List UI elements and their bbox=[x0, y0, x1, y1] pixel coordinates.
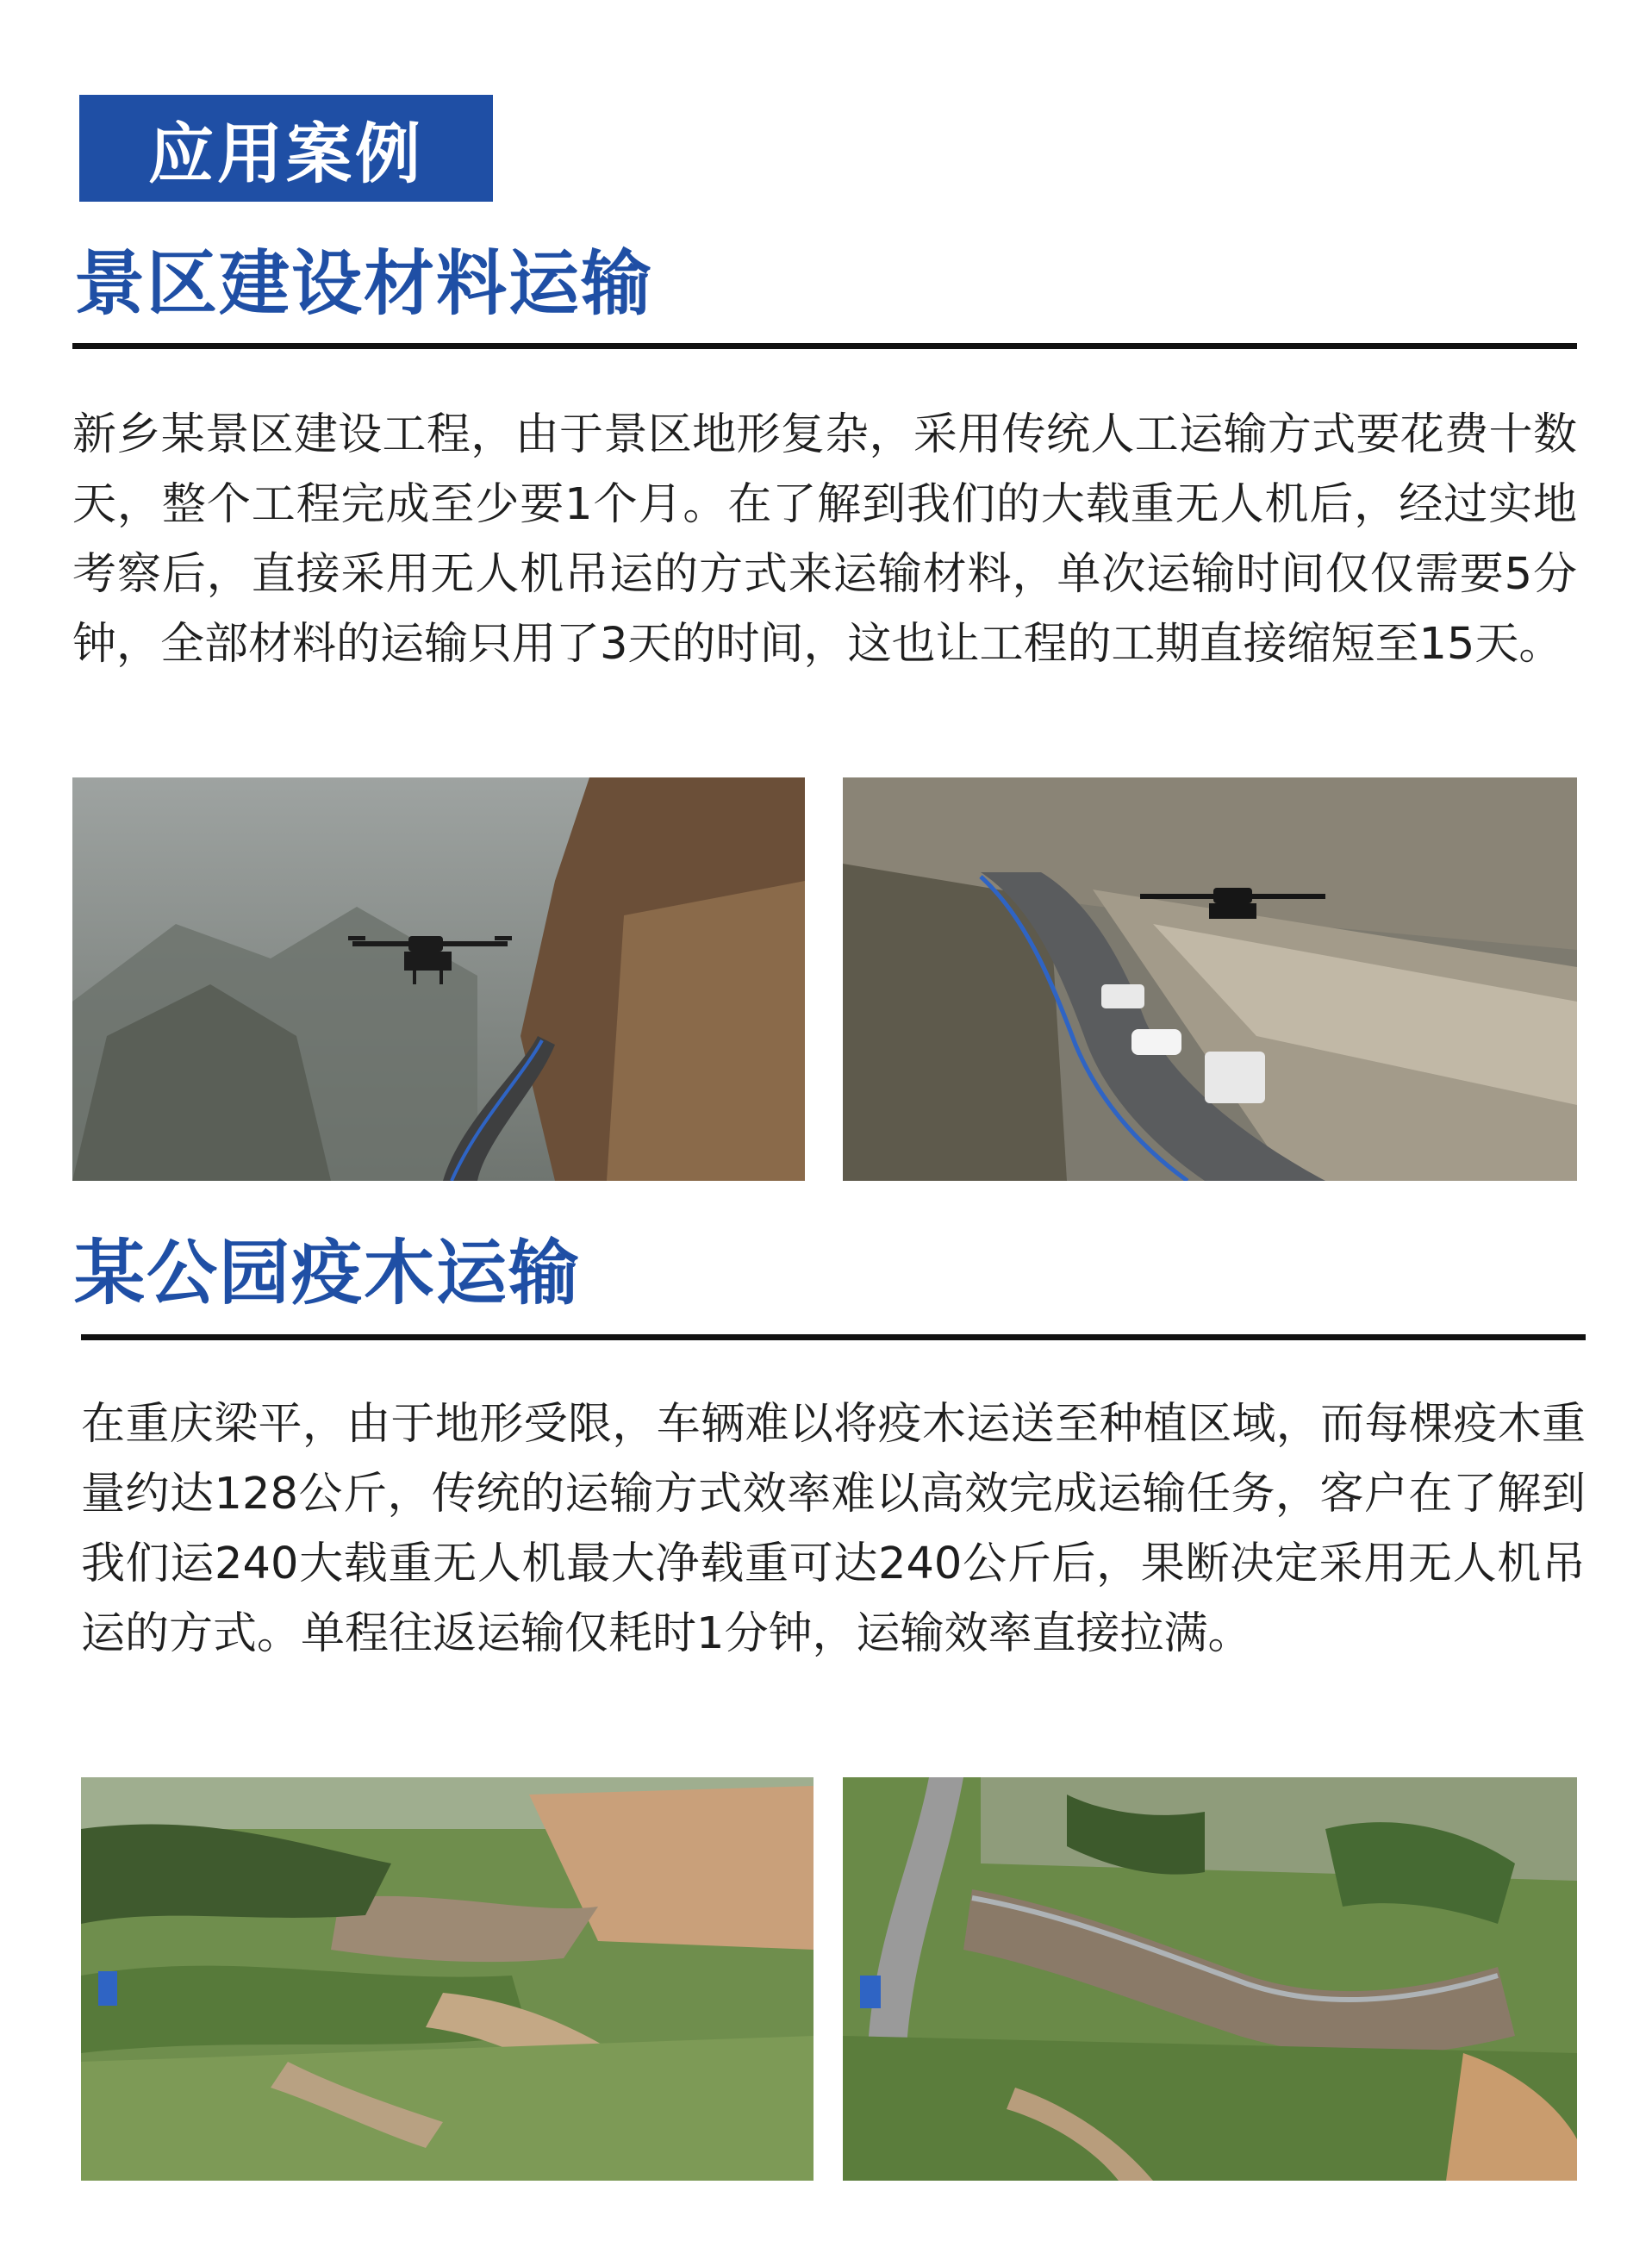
case1-photo-mountain-road bbox=[843, 777, 1577, 1181]
case1-photo-cliff-drone bbox=[72, 777, 805, 1181]
case2-title: 某公园疫木运输 bbox=[74, 1232, 582, 1314]
case2-divider bbox=[81, 1334, 1586, 1340]
case1-title: 景区建设材料运输 bbox=[74, 242, 654, 325]
case2-paragraph: 在重庆梁平，由于地形受限，车辆难以将疫木运送至种植区域，而每棵疫木重量约达128公斤，传统的运输方式效率难以高效完成运输任务，客户在了解到我们运240大载重无人机最大净载重可达240公斤后，果断决定采用无人机吊运的方式。单程往返运输仅耗时1分钟，运输效率直接拉满。 bbox=[81, 1399, 1586, 1659]
case2-photo-paddy-road bbox=[843, 1777, 1577, 2181]
section-badge bbox=[79, 95, 493, 202]
case1-paragraph: 新乡某景区建设工程，由于景区地形复杂，采用传统人工运输方式要花费十数天，整个工程完成至少要1个月。在了解到我们的大载重无人机后，经过实地考察后，直接采用无人机吊运的方式来运输材料，单次运输时间仅仅需要5分钟，全部材料的运输只用了3天的时间，这也让工程的工期直接缩短至15天。 bbox=[72, 409, 1577, 670]
case1-divider bbox=[72, 343, 1577, 349]
badge-label: 应用案例 bbox=[148, 115, 424, 192]
case2-photo-terraced-fields bbox=[81, 1777, 814, 2181]
